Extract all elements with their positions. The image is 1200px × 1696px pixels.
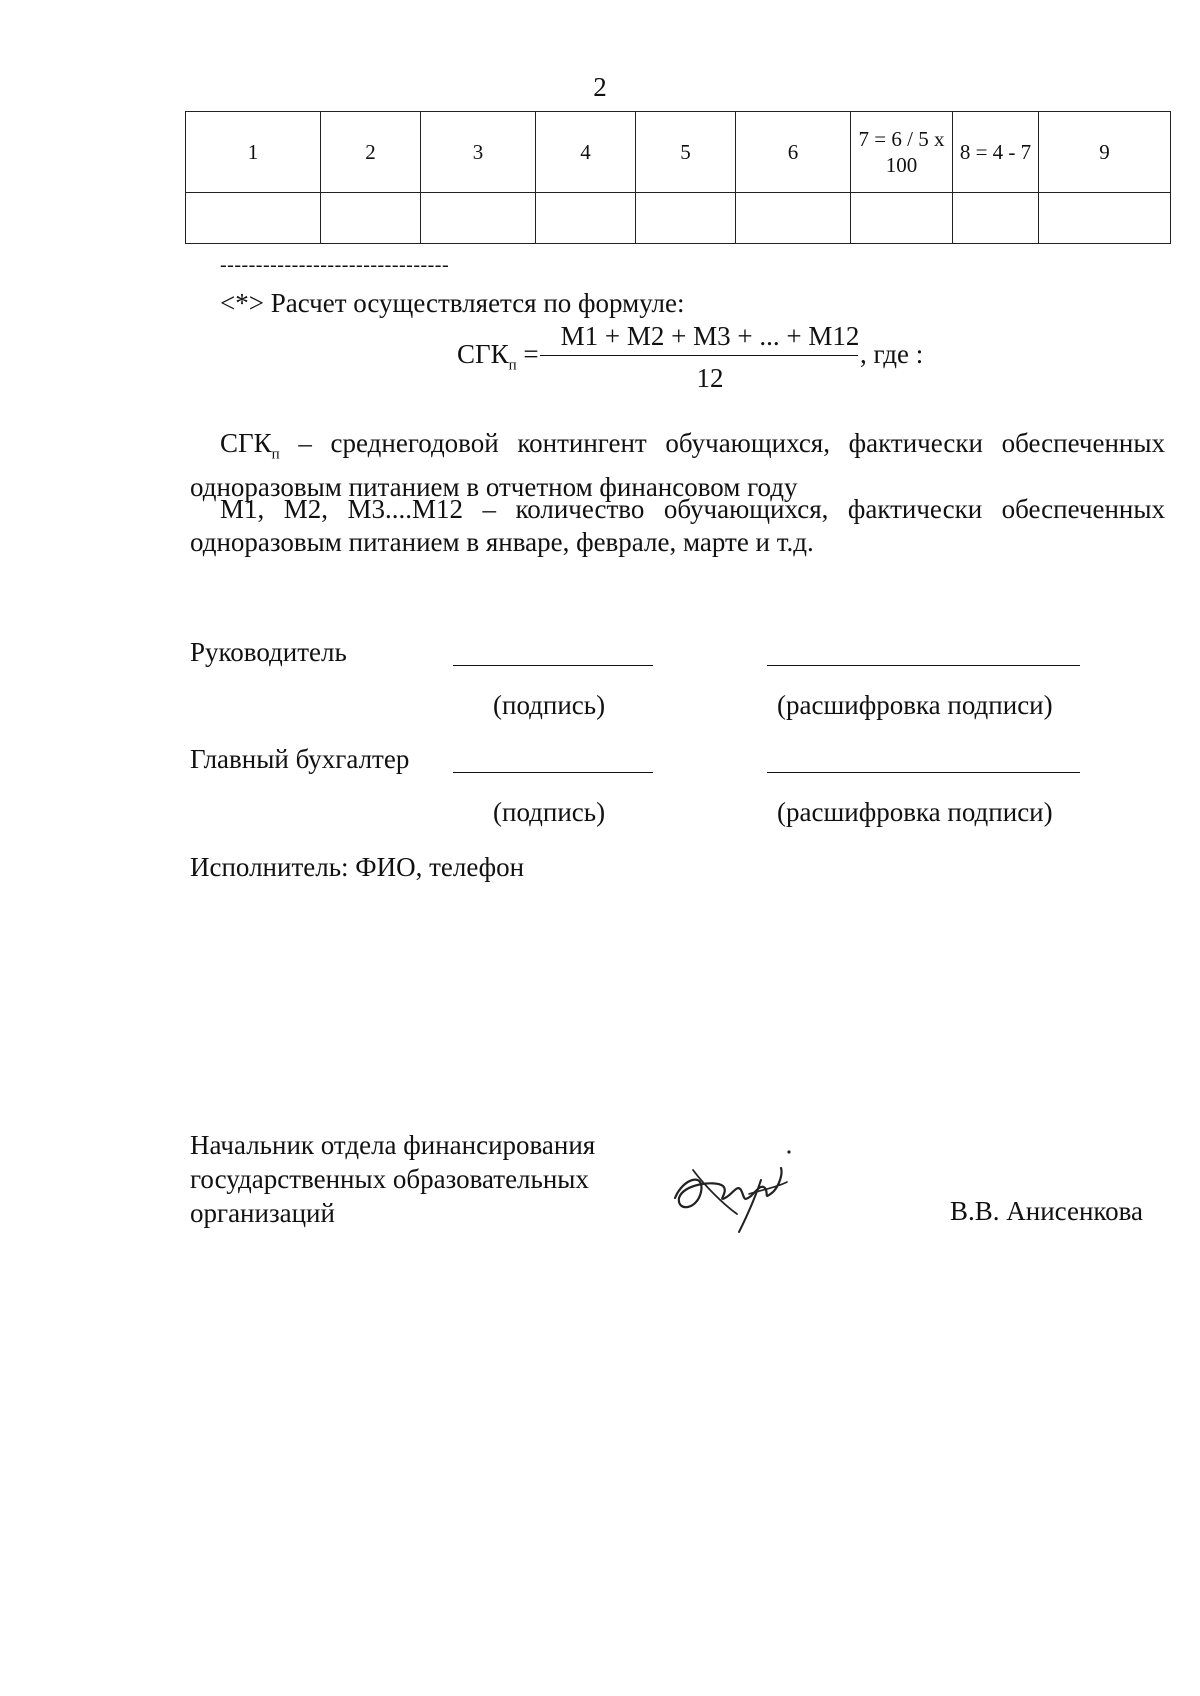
table-cell <box>321 193 421 244</box>
accountant-signature-caption: (подпись) <box>493 797 606 827</box>
table-header-cell: 3 <box>421 112 536 193</box>
table-header-row <box>186 112 1171 193</box>
head-signature-caption: (подпись) <box>493 690 606 720</box>
table-header-cell: 7 = 6 / 5 x 100 <box>851 112 953 193</box>
head-decode-line <box>767 665 1080 666</box>
table-cell <box>851 193 953 244</box>
closing-position: Начальник отдела финансирования государственных образовательных организаций <box>190 1130 596 1228</box>
accountant-decode-caption: (расшифровка подписи) <box>777 797 1053 827</box>
table-header-cell: 4 <box>536 112 636 193</box>
table-header-cell: 8 = 4 - 7 <box>953 112 1039 193</box>
table-header-cell: 9 <box>1039 112 1171 193</box>
table-cell <box>536 193 636 244</box>
table-row <box>186 193 1171 244</box>
handwritten-signature <box>665 1140 795 1240</box>
table-cell <box>1039 193 1171 244</box>
page-number: 2 <box>593 72 607 102</box>
formula-tail: , где : <box>860 339 924 369</box>
formula-lhs: $СГК_п$ = <box>457 339 539 374</box>
formula-numerator: M1 + M2 + M3 + ... + M12 <box>560 321 860 351</box>
footnote-intro: <*> Расчет осуществляется по формуле: <box>220 288 685 318</box>
table-cell <box>736 193 851 244</box>
head-signature-line <box>453 665 653 666</box>
definition-sgk: $СГК_п$ – среднегодовой контингент обучающихся, фактически обеспеченных одноразовым питанием в отчетном финансовом году <box>190 428 1165 503</box>
table-header-cell: 5 <box>636 112 736 193</box>
table-cell <box>421 193 536 244</box>
table-cell <box>636 193 736 244</box>
table-cell <box>186 193 321 244</box>
formula-denominator: 12 <box>696 363 724 393</box>
accountant-decode-line <box>767 772 1080 773</box>
signatory-name: В.В. Анисенкова <box>950 1196 1144 1226</box>
executor-line: Исполнитель: ФИО, телефон <box>190 852 525 882</box>
table-cell <box>953 193 1039 244</box>
table-header-cell: 2 <box>321 112 421 193</box>
report-table <box>185 111 1171 244</box>
table-header-cell: 1 <box>186 112 321 193</box>
definition-m: M1, M2, M3....M12 – количество обучающихся, фактически обеспеченных одноразовым питанием в январе, феврале, марте и т.д. <box>190 494 1166 557</box>
fraction-bar <box>540 355 858 356</box>
accountant-signature-line <box>453 772 653 773</box>
footnote-separator: -------------------------------- <box>220 254 450 276</box>
head-decode-caption: (расшифровка подписи) <box>777 690 1053 720</box>
head-label: Руководитель <box>190 637 347 667</box>
table-header-cell: 6 <box>736 112 851 193</box>
accountant-label: Главный бухгалтер <box>190 744 410 774</box>
formula <box>0 321 1200 395</box>
